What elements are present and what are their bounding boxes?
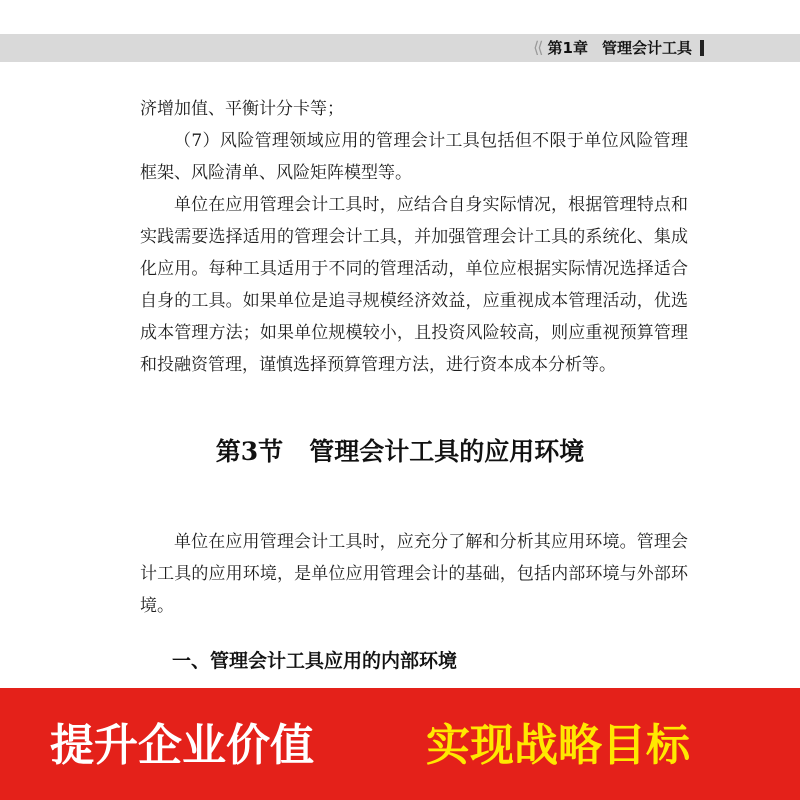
chapter-label: 第1章: [547, 39, 588, 57]
paragraph-2: （7）风险管理领域应用的管理会计工具包括但不限于单位风险管理框架、风险清单、风险矩阵模型等。: [140, 131, 688, 183]
section-number: 第3节: [215, 437, 284, 466]
banner-text-left: 提升企业价值: [50, 720, 314, 771]
running-header: [533, 34, 704, 62]
paragraph-4: 单位在应用管理会计工具时，应充分了解和分析其应用环境。管理会计工具的应用环境，是单位应用管理会计的基础，包括内部环境与外部环境。: [140, 532, 688, 616]
section-title-text: 管理会计工具的应用环境: [309, 437, 585, 466]
section-heading: [0, 432, 800, 468]
banner-text-right: 实现战略目标: [426, 720, 690, 771]
paragraph-1: 济增加值、平衡计分卡等；: [140, 99, 344, 119]
chapter-title: 管理会计工具: [601, 39, 692, 57]
double-chevron-left-icon: ⟨⟨: [533, 38, 542, 57]
subsection-heading: 一、管理会计工具应用的内部环境: [172, 650, 458, 672]
header-bar-mark-icon: [700, 40, 704, 56]
paragraph-3: 单位在应用管理会计工具时，应结合自身实际情况，根据管理特点和实践需要选择适用的管理会计工具，并加强管理会计工具的系统化、集成化应用。每种工具适用于不同的管理活动，单位应根据实际情况选择适合自身的工具。如果单位是追寻规模经济效益，应重视成本管理活动，优选成本管理方法；如果单位规模较小，且投资风险较高，则应重视预算管理和投融资管理，谨慎选择预算管理方法，进行资本成本分析等。: [140, 195, 688, 375]
